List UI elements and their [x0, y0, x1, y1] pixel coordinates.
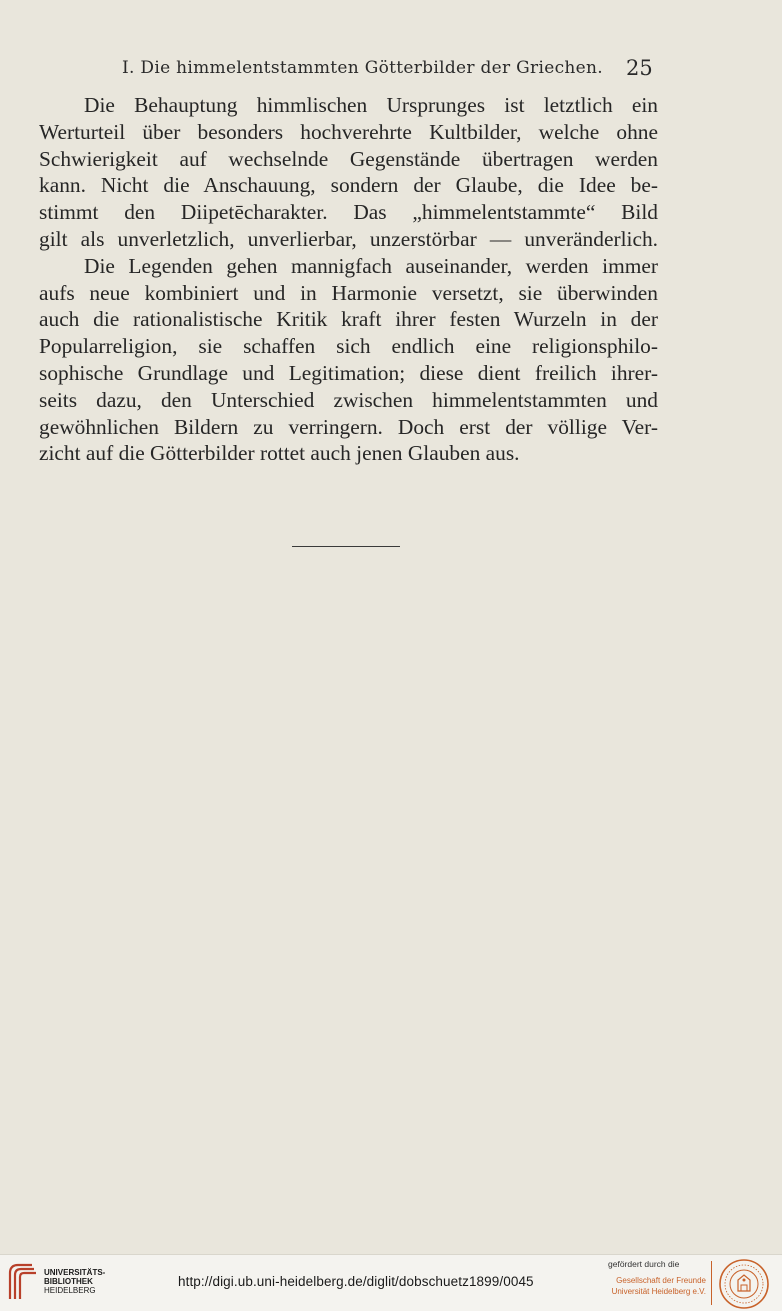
ub-heidelberg-logo-icon — [6, 1263, 40, 1303]
text-line: zicht auf die Götterbilder rottet auch jenen Glauben aus. — [39, 441, 520, 466]
library-name — [44, 1268, 105, 1295]
text-line: Die Legenden gehen mannigfach auseinander, werden immer — [84, 253, 658, 278]
text-line: Popularreligion, sie schaffen sich endlich eine religionsphilo- — [39, 334, 658, 359]
text-line: gilt als unverletzlich, unverlierbar, unzerstörbar — unveränderlich. — [39, 226, 658, 251]
library-name-line: BIBLIOTHEK — [44, 1277, 93, 1286]
library-name-line: UNIVERSITÄTS- — [44, 1268, 106, 1277]
body-text — [39, 92, 658, 467]
sponsor-name — [606, 1275, 706, 1297]
library-name-line: HEIDELBERG — [44, 1286, 96, 1295]
sponsor-divider — [711, 1261, 712, 1305]
page-number: 25 — [626, 56, 653, 80]
permalink-url[interactable]: http://digi.ub.uni-heidelberg.de/diglit/dobschuetz1899/0045 — [178, 1274, 534, 1289]
text-line: kann. Nicht die Anschauung, sondern der Glaube, die Idee be- — [39, 173, 658, 198]
text-line: seits dazu, den Unterschied zwischen himmelentstammten und — [39, 387, 658, 412]
university-seal-icon — [718, 1258, 770, 1310]
sponsor-name-line: Gesellschaft der Freunde — [616, 1276, 706, 1285]
running-title: I. Die himmelentstammten Götterbilder der Griechen. — [122, 58, 603, 78]
sponsor-lead-text: gefördert durch die — [608, 1259, 680, 1269]
text-line: gewöhnlichen Bildern zu verringern. Doch erst der völlige Ver- — [39, 414, 658, 439]
digitization-footer — [0, 1254, 782, 1311]
text-line: auch die rationalistische Kritik kraft ihrer festen Wurzeln in der — [39, 307, 658, 332]
text-line: Die Behauptung himmlischen Ursprunges ist letztlich ein — [84, 93, 658, 117]
text-line: sophische Grundlage und Legitimation; diese dient freilich ihrer- — [39, 360, 658, 385]
section-end-rule — [292, 546, 400, 547]
sponsor-name-line: Universität Heidelberg e.V. — [611, 1287, 706, 1296]
text-line: Werturteil über besonders hochverehrte Kultbilder, welche ohne — [39, 119, 658, 144]
running-head — [0, 54, 782, 84]
text-line: aufs neue kombiniert und in Harmonie versetzt, sie überwinden — [39, 280, 658, 305]
text-line: Schwierigkeit auf wechselnde Gegenstände übertragen werden — [39, 146, 658, 171]
text-line: stimmt den Diipetēcharakter. Das „himmelentstammte“ Bild — [39, 200, 658, 225]
